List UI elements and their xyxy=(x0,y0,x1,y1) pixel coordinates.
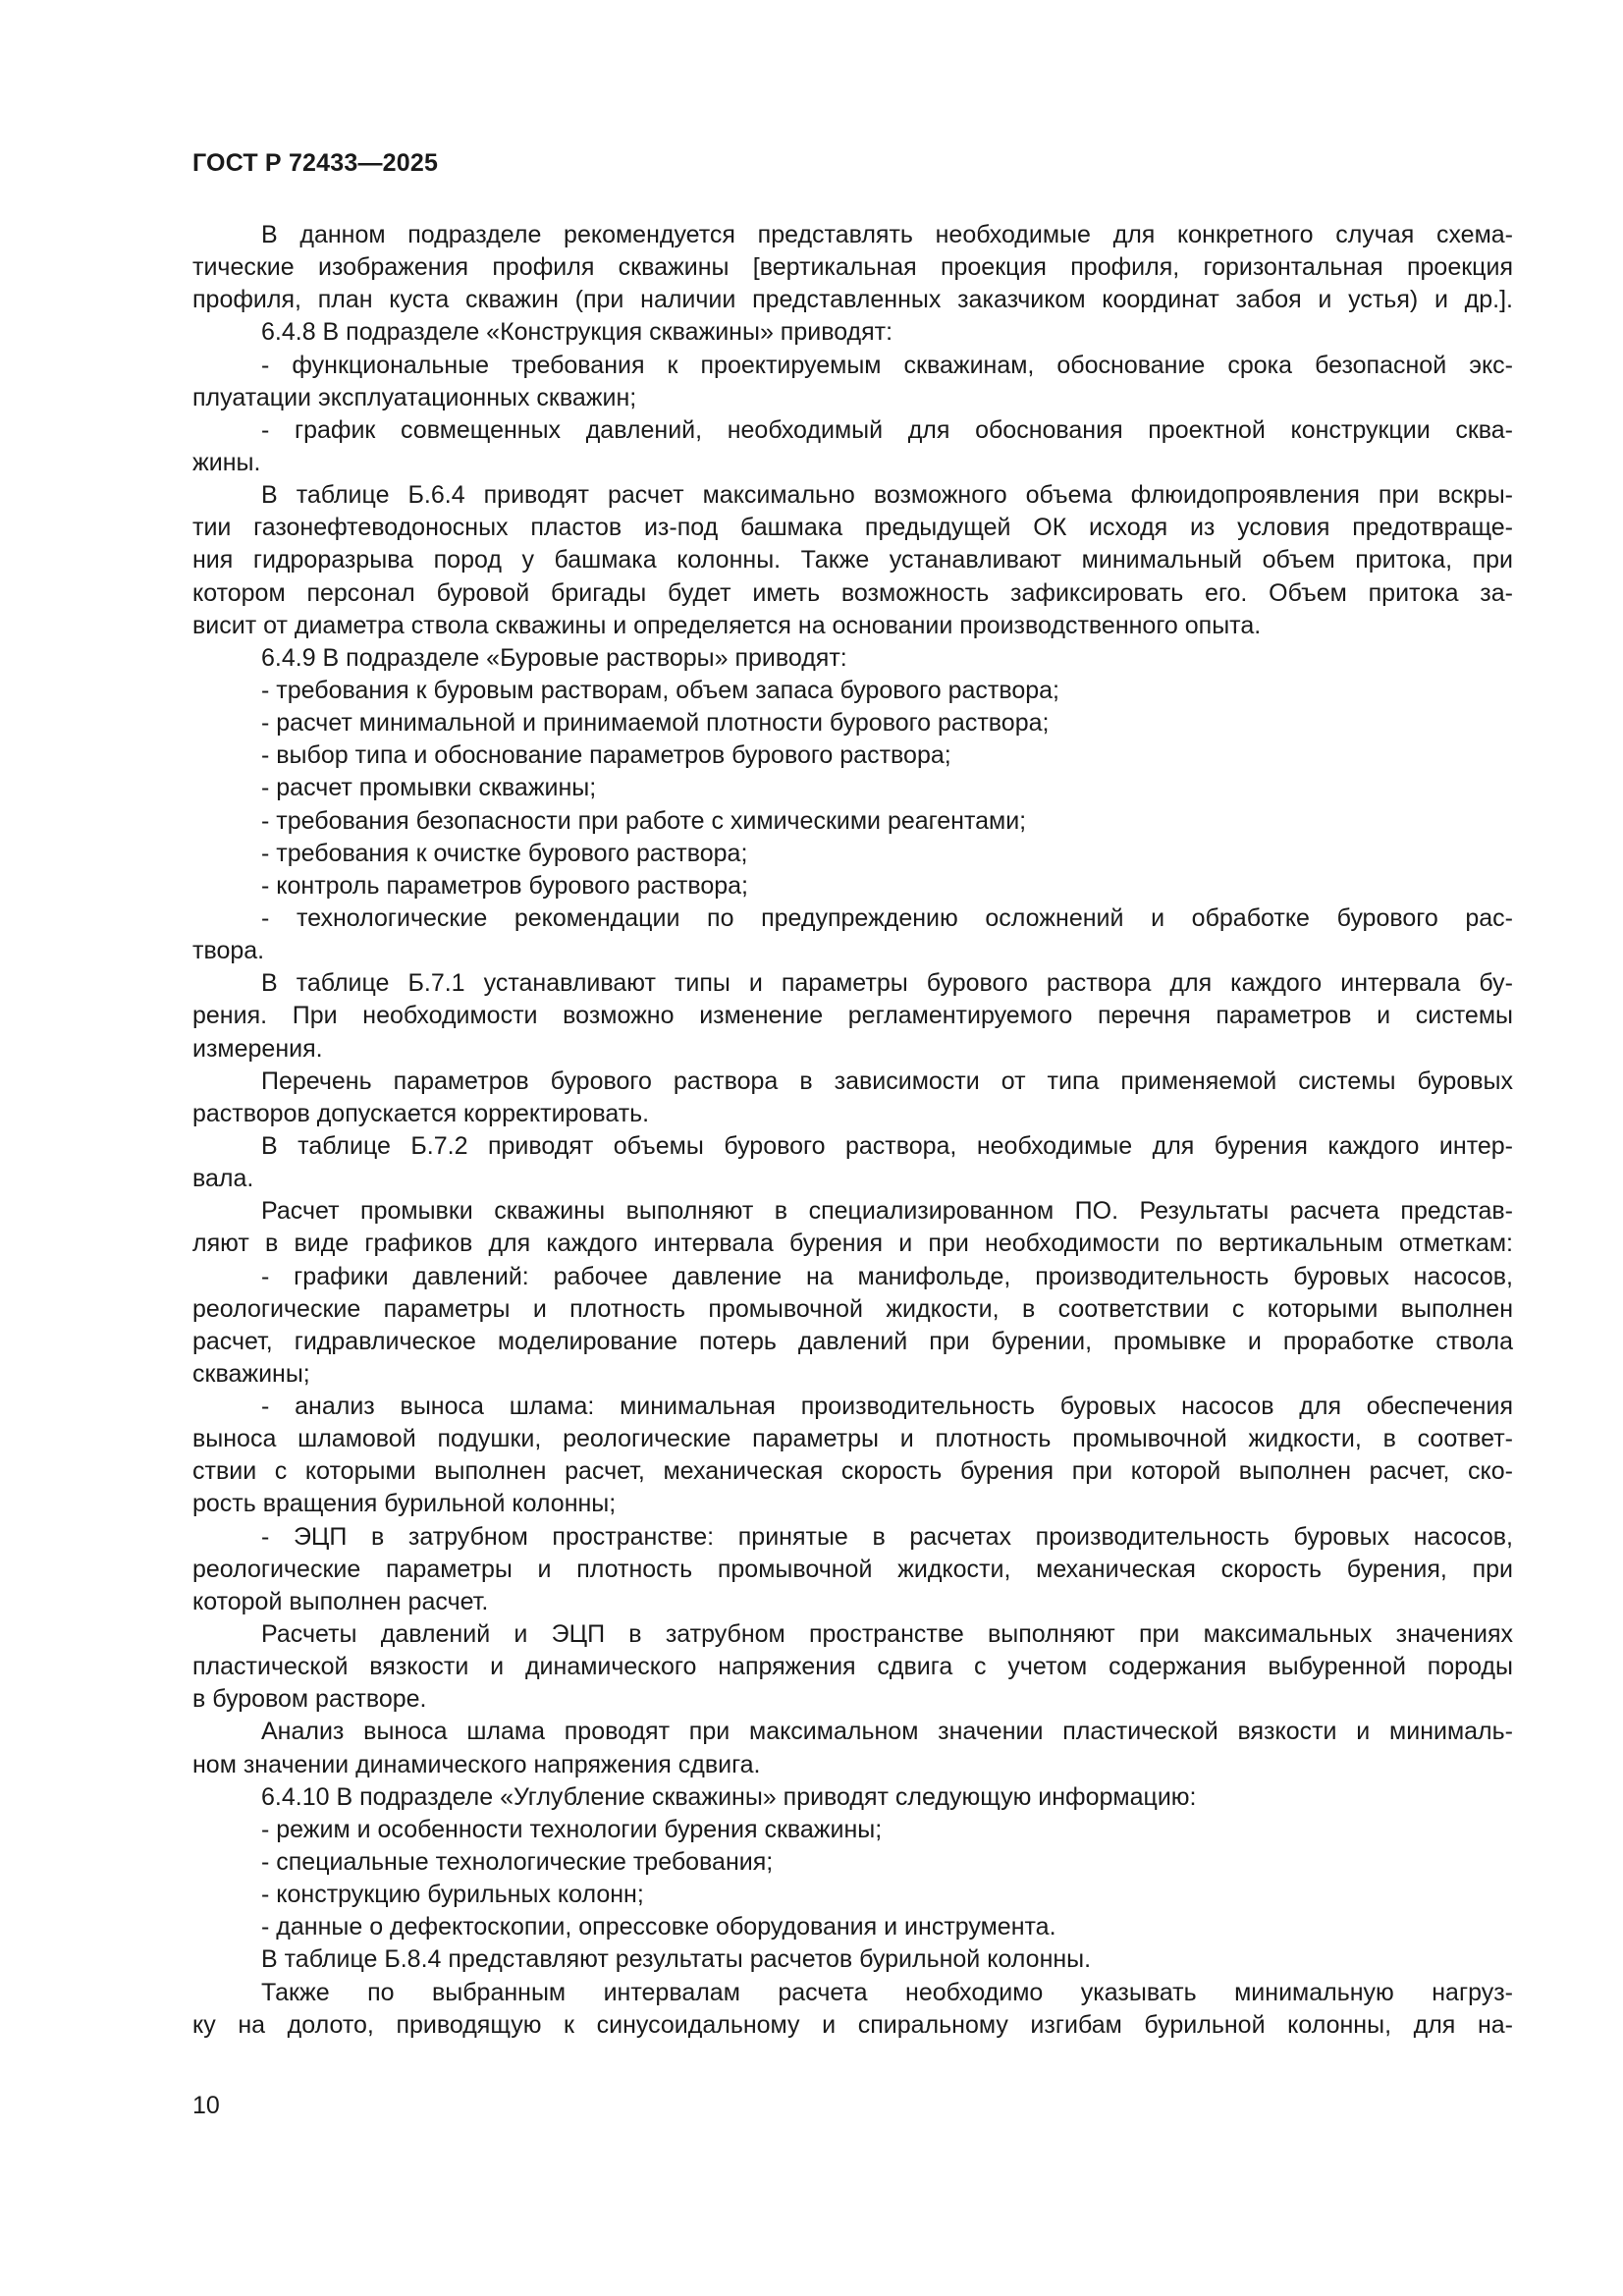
text-line: выноса шламовой подушки, реологические параметры и плотность промывочной жидкости, в соответ- xyxy=(192,1425,1513,1453)
text-line: измерения. xyxy=(192,1034,323,1063)
text-line: - требования к буровым растворам, объем запаса бурового раствора; xyxy=(261,676,1059,704)
text-line: ствии с которыми выполнен расчет, механическая скорость бурения при которой выполнен расчет, ско- xyxy=(192,1457,1513,1486)
text-line: - расчет минимальной и принимаемой плотности бурового раствора; xyxy=(261,709,1050,738)
text-line: ляют в виде графиков для каждого интервала бурения и при необходимости по вертикальным отметкам: xyxy=(192,1230,1513,1258)
text-line: В таблице Б.7.1 устанавливают типы и параметры бурового раствора для каждого интервала бу- xyxy=(261,969,1513,998)
text-line: которой выполнен расчет. xyxy=(192,1587,489,1615)
text-line: растворов допускается корректировать. xyxy=(192,1099,650,1127)
text-line: ку на долото, приводящую к синусоидальному и спиральному изгибам бурильной колонны, для на- xyxy=(192,2010,1513,2039)
body-text xyxy=(192,219,1513,2042)
text-line: жины. xyxy=(192,448,261,476)
text-line: плуатации эксплуатационных скважин; xyxy=(192,383,637,411)
text-line: - специальные технологические требования; xyxy=(261,1848,774,1877)
text-line: - анализ выноса шлама: минимальная производительность буровых насосов для обеспечения xyxy=(261,1393,1513,1421)
text-line: 6.4.8 В подразделе «Конструкция скважины» приводят: xyxy=(261,318,893,347)
text-line: рения. При необходимости возможно изменение регламентируемого перечня параметров и системы xyxy=(192,1002,1513,1030)
text-line: ном значении динамического напряжения сдвига. xyxy=(192,1750,761,1778)
text-line: ния гидроразрыва пород у башмака колонны. Также устанавливают минимальный объем притока, при xyxy=(192,546,1513,574)
text-line: твора. xyxy=(192,937,265,965)
text-line: реологические параметры и плотность промывочной жидкости, механическая скорость бурения, при xyxy=(192,1555,1513,1583)
text-line: тии газонефтеводоносных пластов из-под башмака предыдущей ОК исходя из условия предотвраще- xyxy=(192,514,1513,542)
text-line: котором персонал буровой бригады будет иметь возможность зафиксировать его. Объем притока за- xyxy=(192,578,1513,607)
text-line: реологические параметры и плотность промывочной жидкости, в соответствии с которыми выполнен xyxy=(192,1294,1513,1323)
text-line: расчет, гидравлическое моделирование потерь давлений при бурении, промывке и проработке ствола xyxy=(192,1327,1513,1355)
text-line: 6.4.9 В подразделе «Буровые растворы» приводят: xyxy=(261,643,847,672)
text-line: В таблице Б.6.4 приводят расчет максимально возможного объема флюидопроявления при вскры- xyxy=(261,481,1513,510)
text-line: Анализ выноса шлама проводят при максимальном значении пластической вязкости и минималь- xyxy=(261,1718,1513,1746)
standard-designation: ГОСТ Р 72433—2025 xyxy=(192,149,439,177)
text-line: В таблице Б.7.2 приводят объемы бурового раствора, необходимые для бурения каждого интер- xyxy=(261,1131,1513,1160)
text-line: - графики давлений: рабочее давление на манифольде, производительность буровых насосов, xyxy=(261,1262,1513,1290)
text-line: висит от диаметра ствола скважины и определяется на основании производственного опыта. xyxy=(192,611,1262,639)
text-line: тические изображения профиля скважины [вертикальная проекция профиля, горизонтальная проекция xyxy=(192,253,1513,282)
text-line: - конструкцию бурильных колонн; xyxy=(261,1881,644,1909)
text-line: - расчет промывки скважины; xyxy=(261,774,597,802)
text-line: вала. xyxy=(192,1165,254,1193)
text-line: профиля, план куста скважин (при наличии представленных заказчиком координат забоя и устья) и др.]. xyxy=(192,286,1513,314)
text-line: - контроль параметров бурового раствора; xyxy=(261,871,748,900)
text-line: в буровом растворе. xyxy=(192,1685,427,1714)
text-line: Расчеты давлений и ЭЦП в затрубном пространстве выполняют при максимальных значениях xyxy=(261,1620,1513,1649)
text-line: Расчет промывки скважины выполняют в специализированном ПО. Результаты расчета представ- xyxy=(261,1197,1513,1226)
text-line: В таблице Б.8.4 представляют результаты расчетов бурильной колонны. xyxy=(261,1945,1092,1974)
text-line: рость вращения бурильной колонны; xyxy=(192,1490,617,1518)
text-line: скважины; xyxy=(192,1359,310,1388)
text-line: 6.4.10 В подразделе «Углубление скважины» приводят следующую информацию: xyxy=(261,1782,1197,1811)
text-line: пластической вязкости и динамического напряжения сдвига с учетом содержания выбуренной породы xyxy=(192,1653,1513,1681)
text-line: - ЭЦП в затрубном пространстве: принятые в расчетах производительность буровых насосов, xyxy=(261,1522,1513,1551)
text-line: - режим и особенности технологии бурения скважины; xyxy=(261,1815,883,1843)
text-line: - функциональные требования к проектируемым скважинам, обоснование срока безопасной экс- xyxy=(261,351,1513,379)
text-line: - требования безопасности при работе с химическими реагентами; xyxy=(261,806,1027,835)
page-number: 10 xyxy=(192,2092,220,2119)
text-line: Также по выбранным интервалам расчета необходимо указывать минимальную нагруз- xyxy=(261,1978,1513,2006)
text-line: - выбор типа и обоснование параметров бурового раствора; xyxy=(261,741,951,770)
text-line: - требования к очистке бурового раствора; xyxy=(261,839,748,867)
text-line: - график совмещенных давлений, необходимый для обоснования проектной конструкции сква- xyxy=(261,415,1513,444)
text-line: - данные о дефектоскопии, опрессовке оборудования и инструмента. xyxy=(261,1913,1056,1941)
text-line: Перечень параметров бурового раствора в зависимости от типа применяемой системы буровых xyxy=(261,1066,1513,1095)
text-line: - технологические рекомендации по предупреждению осложнений и обработке бурового рас- xyxy=(261,903,1513,932)
text-line: В данном подразделе рекомендуется представлять необходимые для конкретного случая схема- xyxy=(261,221,1513,248)
